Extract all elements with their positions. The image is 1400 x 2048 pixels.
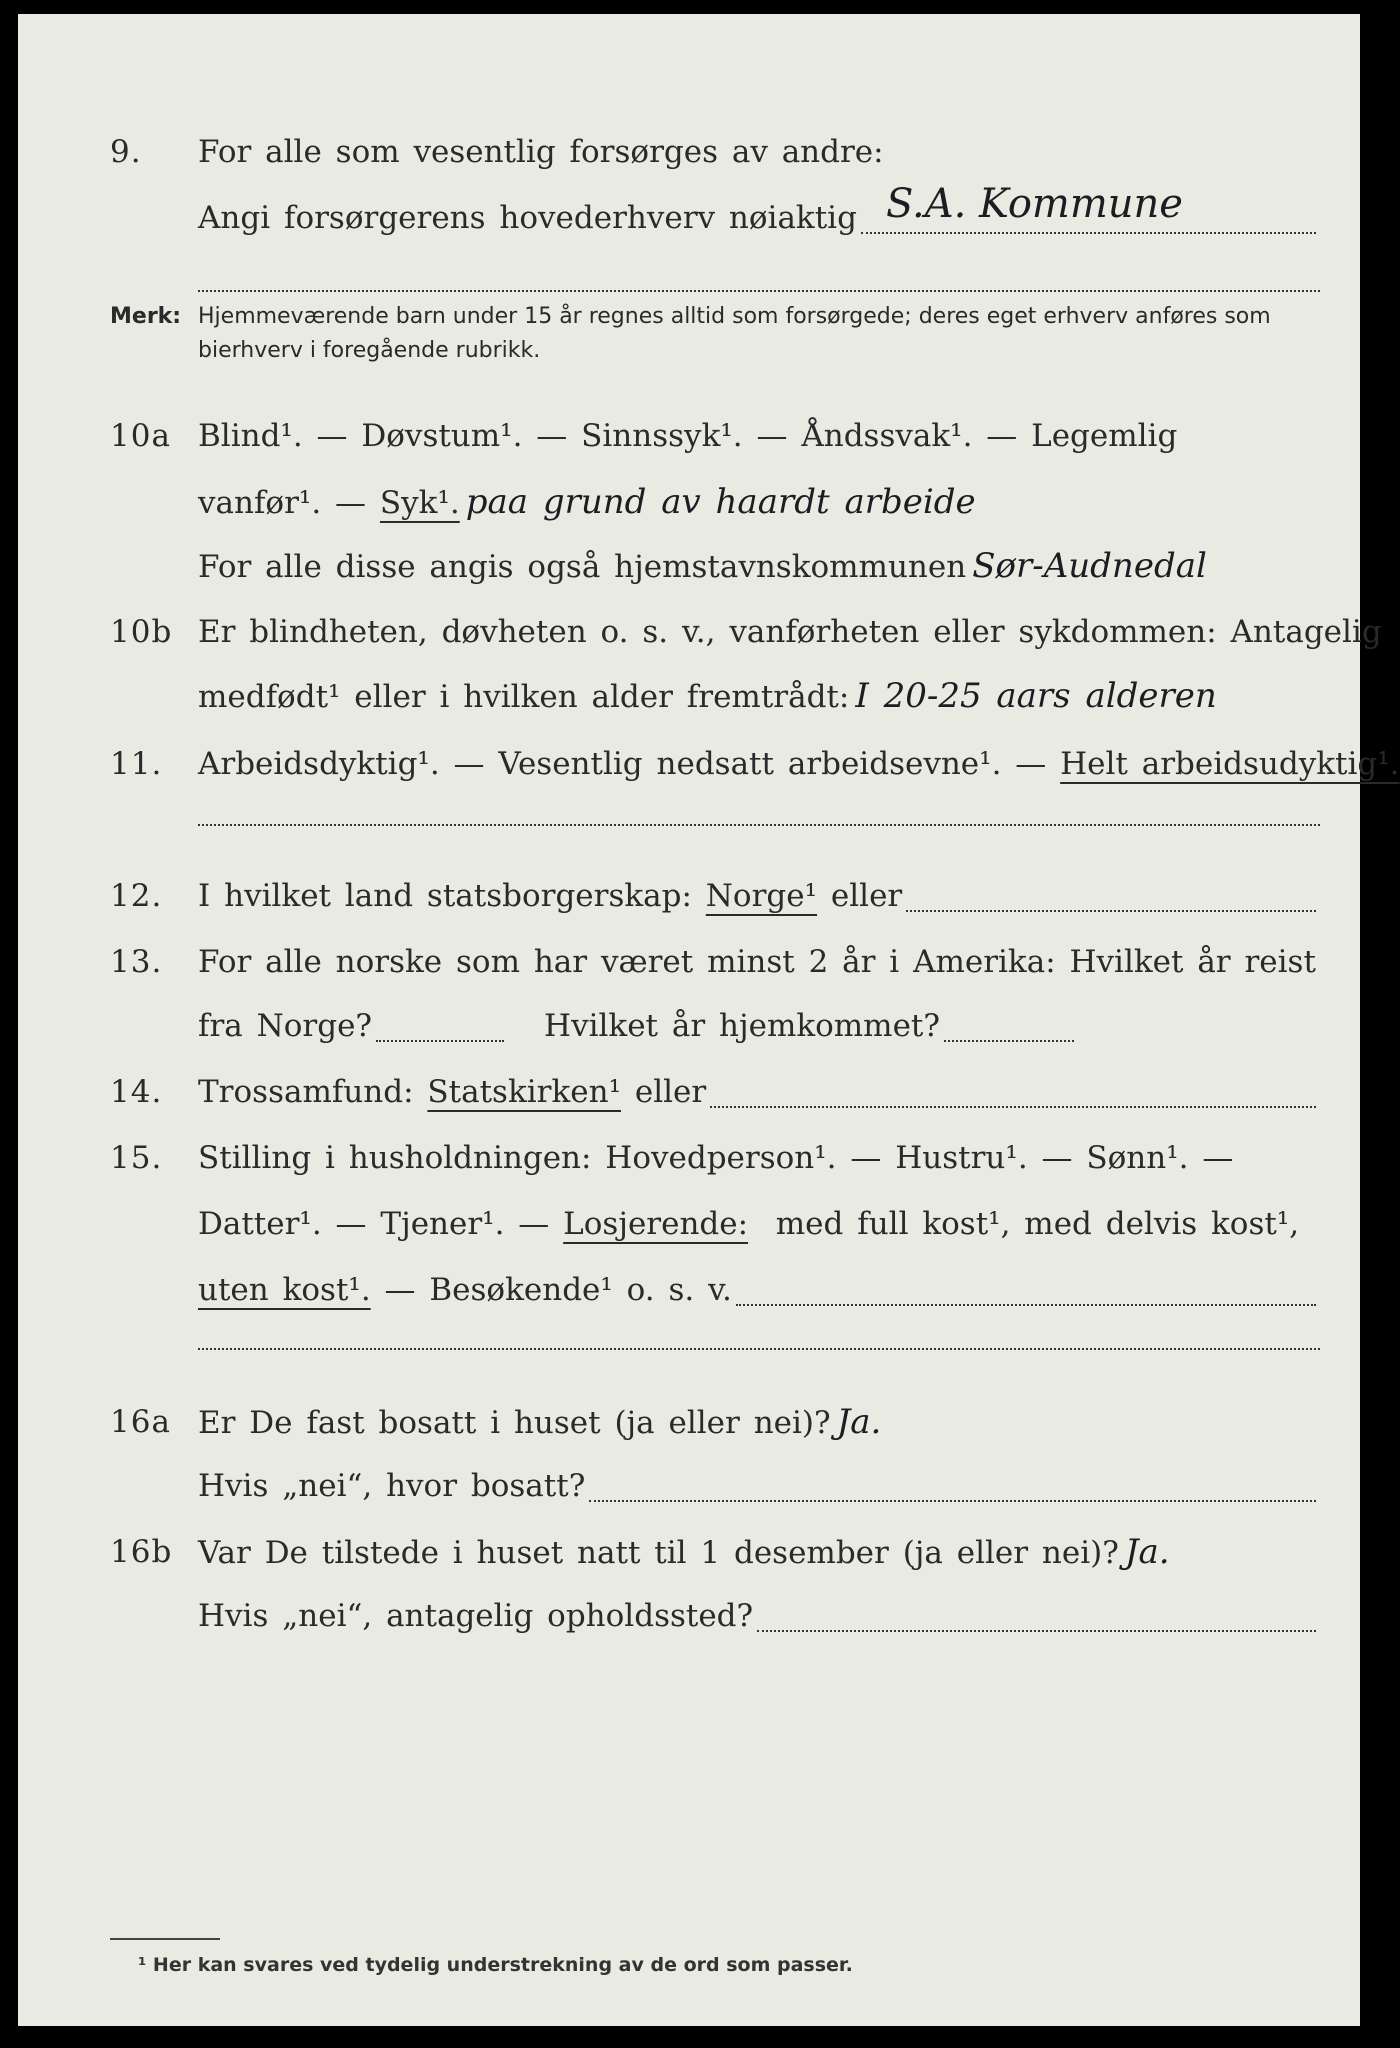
q15-row-2 bbox=[18, 1194, 1360, 1254]
q12-norge: Norge¹ bbox=[705, 878, 818, 914]
q13-row-1 bbox=[18, 932, 1360, 992]
q15-options-4: — Besøkende¹ o. s. v. bbox=[384, 1272, 732, 1308]
q14-label: Trossamfund: bbox=[198, 1074, 414, 1110]
q10b-question: Er blindheten, døvheten o. s. v., vanførheten eller sykdommen: Antagelig bbox=[198, 614, 1382, 650]
q16b-row-2 bbox=[18, 1586, 1360, 1646]
q10b-handwritten-answer: I 20-25 aars alderen bbox=[855, 676, 1217, 716]
q14-row bbox=[18, 1062, 1360, 1122]
q10a-handwritten-cause: paa grund av haardt arbeide bbox=[465, 482, 976, 522]
q9-blank-line bbox=[198, 290, 1320, 292]
q12-row bbox=[18, 866, 1360, 926]
q16a-handwritten-answer: Ja. bbox=[836, 1402, 882, 1442]
q15-options-1: Stilling i husholdningen: Hovedperson¹. — Hustru¹. — Sønn¹. — bbox=[198, 1140, 1234, 1176]
q13-hjemkommet-line bbox=[944, 1040, 1074, 1042]
q13-question: For alle norske som har været minst 2 år i Amerika: Hvilket år reist bbox=[198, 944, 1316, 980]
q14-eller: eller bbox=[634, 1074, 707, 1110]
q10b-row-2 bbox=[18, 666, 1360, 726]
q12-eller: eller bbox=[830, 878, 903, 914]
q16b-question: Var De tilstede i huset natt til 1 desember (ja eller nei)? bbox=[198, 1535, 1119, 1571]
q10a-vanfor: vanfør¹. — bbox=[198, 485, 367, 521]
q16a-followup: Hvis „nei“, hvor bosatt? bbox=[198, 1468, 586, 1504]
q10a-row-2 bbox=[18, 472, 1360, 532]
q16a-number: 16a bbox=[110, 1404, 171, 1440]
q13-hjemkommet-label: Hvilket år hjemkommet? bbox=[544, 1008, 941, 1044]
q12-label: I hvilket land statsborgerskap: bbox=[198, 878, 692, 914]
q14-statskirken: Statskirken¹ bbox=[427, 1074, 621, 1110]
merk-note bbox=[110, 300, 1320, 368]
q16a-row-1 bbox=[18, 1392, 1360, 1452]
q13-reist-line bbox=[376, 1040, 504, 1042]
q15-answer-line bbox=[736, 1304, 1316, 1306]
q10a-conditions: Blind¹. — Døvstum¹. — Sinnssyk¹. — Åndssvak¹. — Legemlig bbox=[198, 418, 1178, 454]
q16a-question: Er De fast bosatt i huset (ja eller nei)? bbox=[198, 1405, 831, 1441]
q16b-handwritten-answer: Ja. bbox=[1124, 1532, 1170, 1572]
q13-reist-label: fra Norge? bbox=[198, 1008, 373, 1044]
q11-selected-option: Helt arbeidsudyktig¹. bbox=[1060, 746, 1400, 782]
q14-answer-line bbox=[710, 1106, 1316, 1108]
q9-question: For alle som vesentlig forsørges av andre: bbox=[198, 134, 884, 170]
q11-blank-line bbox=[198, 824, 1320, 826]
q9-number: 9. bbox=[110, 134, 142, 170]
q9-provider-label: Angi forsørgerens hovederhverv nøiaktig bbox=[198, 200, 857, 236]
q11-row bbox=[18, 734, 1400, 794]
q15-row-3 bbox=[18, 1260, 1360, 1320]
q13-row-2 bbox=[18, 996, 1360, 1056]
q12-answer-line bbox=[906, 910, 1316, 912]
q16a-row-2 bbox=[18, 1456, 1360, 1516]
census-form-page bbox=[18, 14, 1400, 2026]
footnote: ¹ Her kan svares ved tydelig understrekning av de ord som passer. bbox=[138, 1954, 853, 1976]
q11-number: 11. bbox=[110, 746, 163, 782]
q15-losjerende: Losjerende: bbox=[563, 1206, 749, 1242]
q15-options-2: Datter¹. — Tjener¹. — bbox=[198, 1206, 550, 1242]
q10a-number: 10a bbox=[110, 418, 171, 454]
q15-options-3: med full kost¹, med delvis kost¹, bbox=[775, 1206, 1300, 1242]
q10b-number: 10b bbox=[110, 614, 173, 650]
q15-number: 15. bbox=[110, 1140, 163, 1176]
q9-row-2 bbox=[18, 181, 1360, 248]
q16b-answer-line bbox=[757, 1630, 1316, 1632]
q11-options: Arbeidsdyktig¹. — Vesentlig nedsatt arbeidsevne¹. — bbox=[198, 746, 1047, 782]
q15-uten-kost: uten kost¹. bbox=[198, 1272, 371, 1308]
q10b-row-1 bbox=[18, 602, 1382, 662]
q10b-onset-label: medfødt¹ eller i hvilken alder fremtrådt: bbox=[198, 679, 850, 715]
footnote-rule bbox=[110, 1938, 220, 1940]
q16b-row-1 bbox=[18, 1522, 1360, 1582]
q14-number: 14. bbox=[110, 1074, 163, 1110]
q10a-handwritten-kommune: Sør-Audnedal bbox=[972, 546, 1207, 586]
merk-label: Merk: bbox=[110, 304, 182, 329]
q16b-number: 16b bbox=[110, 1534, 173, 1570]
q13-number: 13. bbox=[110, 944, 163, 980]
q15-row-1 bbox=[18, 1128, 1360, 1188]
q16a-answer-line bbox=[589, 1500, 1316, 1502]
q9-handwritten-answer: S.A. Kommune bbox=[886, 181, 1183, 227]
q10a-row-3 bbox=[18, 536, 1360, 596]
q10a-kommune-label: For alle disse angis også hjemstavnskommunen bbox=[198, 549, 967, 585]
q10a-row-1 bbox=[18, 406, 1360, 466]
q16b-followup: Hvis „nei“, antagelig opholdssted? bbox=[198, 1598, 754, 1634]
q10a-syk: Syk¹. bbox=[379, 485, 460, 521]
q12-number: 12. bbox=[110, 878, 163, 914]
q9-row-1 bbox=[18, 122, 1360, 182]
merk-text: Hjemmeværende barn under 15 år regnes alltid som forsørgede; deres eget erhverv anføres som bierhverv i foregående rubrikk. bbox=[198, 304, 1271, 363]
q15-blank-line bbox=[198, 1348, 1320, 1350]
